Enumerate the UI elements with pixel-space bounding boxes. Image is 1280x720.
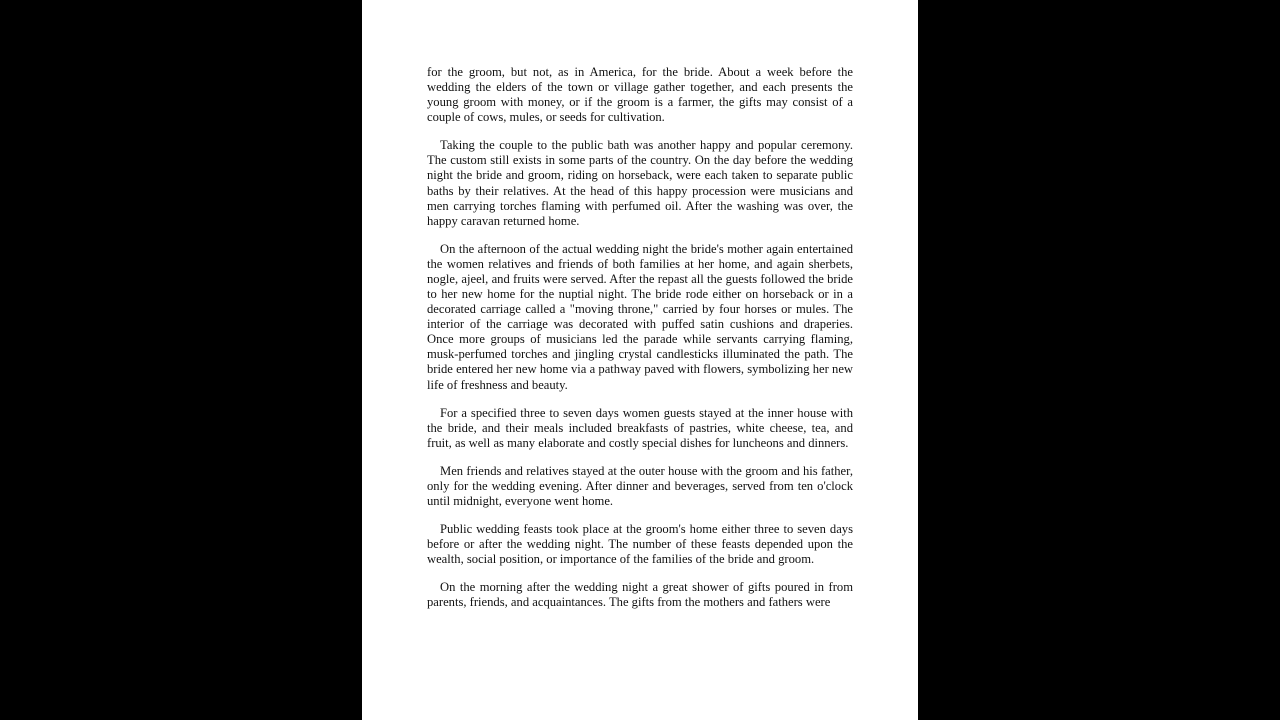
page-body — [427, 65, 853, 623]
paragraph: On the morning after the wedding night a great shower of gifts poured in from parents, friends, and acquaintances. The gifts from the mothers and fathers were — [427, 580, 853, 610]
paragraph: Men friends and relatives stayed at the outer house with the groom and his father, only for the wedding evening. After dinner and beverages, served from ten o'clock until midnight, everyone went home. — [427, 463, 853, 508]
paragraph: Public wedding feasts took place at the groom's home either three to seven days before or after the wedding night. The number of these feasts depended upon the wealth, social position, or importance of the families of the bride and groom. — [427, 521, 853, 567]
paragraph: for the groom, but not, as in America, for the bride. About a week before the wedding the elders of the town or village gather together, and each presents the young groom with money, or if the groom is a farmer, the gifts may consist of a couple of cows, mules, or seeds for cultivation. — [427, 65, 853, 125]
paragraph: For a specified three to seven days women guests stayed at the inner house with the bride, and their meals included breakfasts of pastries, white cheese, tea, and fruit, as well as many elaborate and costly special dishes for luncheons and dinners. — [427, 405, 853, 450]
paragraph: On the afternoon of the actual wedding night the bride's mother again entertained the women relatives and friends of both families at her home, and again sherbets, nogle, ajeel, and fruits were served. After the repast all the guests followed the bride to her new home for the nuptial night. The bride rode either on horseback or in a decorated carriage called a "moving throne," carried by four horses or mules. The interior of the carriage was decorated with puffed satin cushions and draperies. Once more groups of musicians led the parade while servants carrying flaming, musk-perfumed torches and jingling crystal candlesticks illuminated the path. The bride entered her new home via a pathway paved with flowers, symbolizing her new life of freshness and beauty. — [427, 241, 853, 392]
document-page — [362, 0, 918, 720]
paragraph: Taking the couple to the public bath was another happy and popular ceremony. The custom still exists in some parts of the country. On the day before the wedding night the bride and groom, riding on horseback, were each taken to separate public baths by their relatives. At the head of this happy procession were musicians and men carrying torches flaming with perfumed oil. After the washing was over, the happy caravan returned home. — [427, 138, 853, 228]
